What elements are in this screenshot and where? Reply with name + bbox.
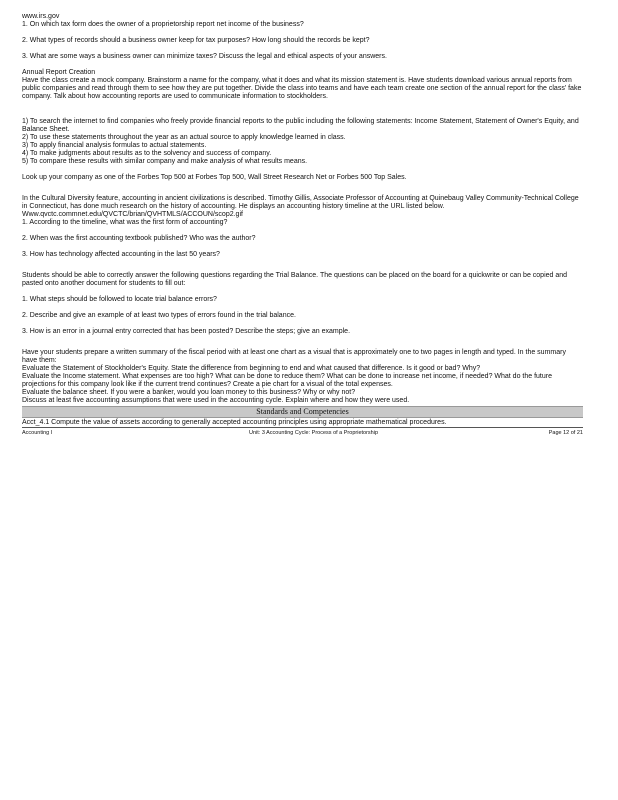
summary-item-2: Evaluate the Income statement. What expenses are too high? What can be done to reduce them? What can be done to increase net income, if needed? What do the future projections for this company look like if the current trend continues? Create a pie chart for a visual of the total expenses. [22, 373, 552, 388]
tax-question-1: 1. On which tax form does the owner of a proprietorship report net income of the business? [22, 21, 304, 28]
objective-3: 3) To apply financial analysis formulas to actual statements. [22, 142, 207, 149]
cultural-diversity-paragraph: In the Cultural Diversity feature, accounting in ancient civilizations is described. Timothy Gillis, Associate Professor of Accounting at Quinebaug Valley Community-Technical College in Connecticut, has done much research on the history of accounting. He displays an accounting history timeline at the URL listed below. [22, 195, 579, 210]
summary-paragraph: Have your students prepare a written summary of the fiscal period with at least one chart as a visual that is approximately one to two pages in length and typed. In the summary have them: [22, 349, 566, 364]
objective-5: 5) To compare these results with similar company and make analysis of what results means. [22, 158, 308, 165]
footer-course: Accounting I [22, 430, 53, 436]
annual-report-heading: Annual Report Creation [22, 69, 96, 76]
summary-item-4: Discuss at least five accounting assumptions that were used in the accounting cycle. Explain where and how they were used. [22, 397, 410, 404]
trial-question-1: 1. What steps should be followed to locate trial balance errors? [22, 296, 217, 303]
document-page [22, 13, 583, 437]
standards-row: Acct_4.1 Compute the value of assets according to generally accepted accounting principles using appropriate mathematical procedures. [22, 418, 583, 428]
trial-balance-paragraph: Students should be able to correctly answer the following questions regarding the Trial Balance. The questions can be placed on the board for a quickwrite or can be copied and pasted onto another document for students to fill out: [22, 272, 568, 287]
page-footer [22, 429, 583, 437]
summary-item-1: Evaluate the Statement of Stockholder's Equity. State the difference from beginning to end and what caused that difference. Is it good or bad? Why? [22, 365, 481, 372]
objective-4: 4) To make judgments about results as to the solvency and success of company. [22, 150, 272, 157]
objective-1: 1) To search the internet to find companies who freely provide financial reports to the public including the following statements: Income Statement, Statement of Owner's Equity, and Balance Sheet. [22, 118, 579, 133]
summary-item-3: Evaluate the balance sheet. If you were a banker, would you loan money to this business? Why or why not? [22, 389, 356, 396]
trial-question-3: 3. How is an error in a journal entry corrected that has been posted? Describe the steps; give an example. [22, 328, 351, 335]
objective-2: 2) To use these statements throughout the year as an actual source to apply knowledge learned in class. [22, 134, 346, 141]
forbes-instruction: Look up your company as one of the Forbes Top 500 at Forbes Top 500, Wall Street Research Net or Forbes 500 Top Sales. [22, 174, 407, 181]
footer-page-number: Page 12 of 21 [548, 430, 583, 436]
culture-question-1: 1. According to the timeline, what was the first form of accounting? [22, 219, 228, 226]
culture-question-3: 3. How has technology affected accounting in the last 50 years? [22, 251, 220, 258]
irs-url: www.irs.gov [22, 13, 60, 20]
tax-question-2: 2. What types of records should a business owner keep for tax purposes? How long should the records be kept? [22, 37, 370, 44]
footer-unit: Unit: 3 Accounting Cycle: Process of a Proprietorship [249, 430, 379, 436]
timeline-url: Www.qvctc.commnet.edu/QVCTC/brian/QVHTMLS/ACCOUN/scop2.gif [22, 211, 243, 218]
standards-header: Standards and Competencies [22, 406, 583, 418]
trial-question-2: 2. Describe and give an example of at least two types of errors found in the trial balance. [22, 312, 296, 319]
tax-question-3: 3. What are some ways a business owner can minimize taxes? Discuss the legal and ethical aspects of your answers. [22, 53, 387, 60]
annual-report-paragraph: Have the class create a mock company. Brainstorm a name for the company, what it does and what its mission statement is. Have students download various annual reports from public companies and read through them to see how they are put together. Divide the class into teams and have each team create one section of the annual report for the class' fake company. Talk about how accounting reports are used to communicate information to stockholders. [22, 77, 582, 100]
culture-question-2: 2. When was the first accounting textbook published? Who was the author? [22, 235, 256, 242]
